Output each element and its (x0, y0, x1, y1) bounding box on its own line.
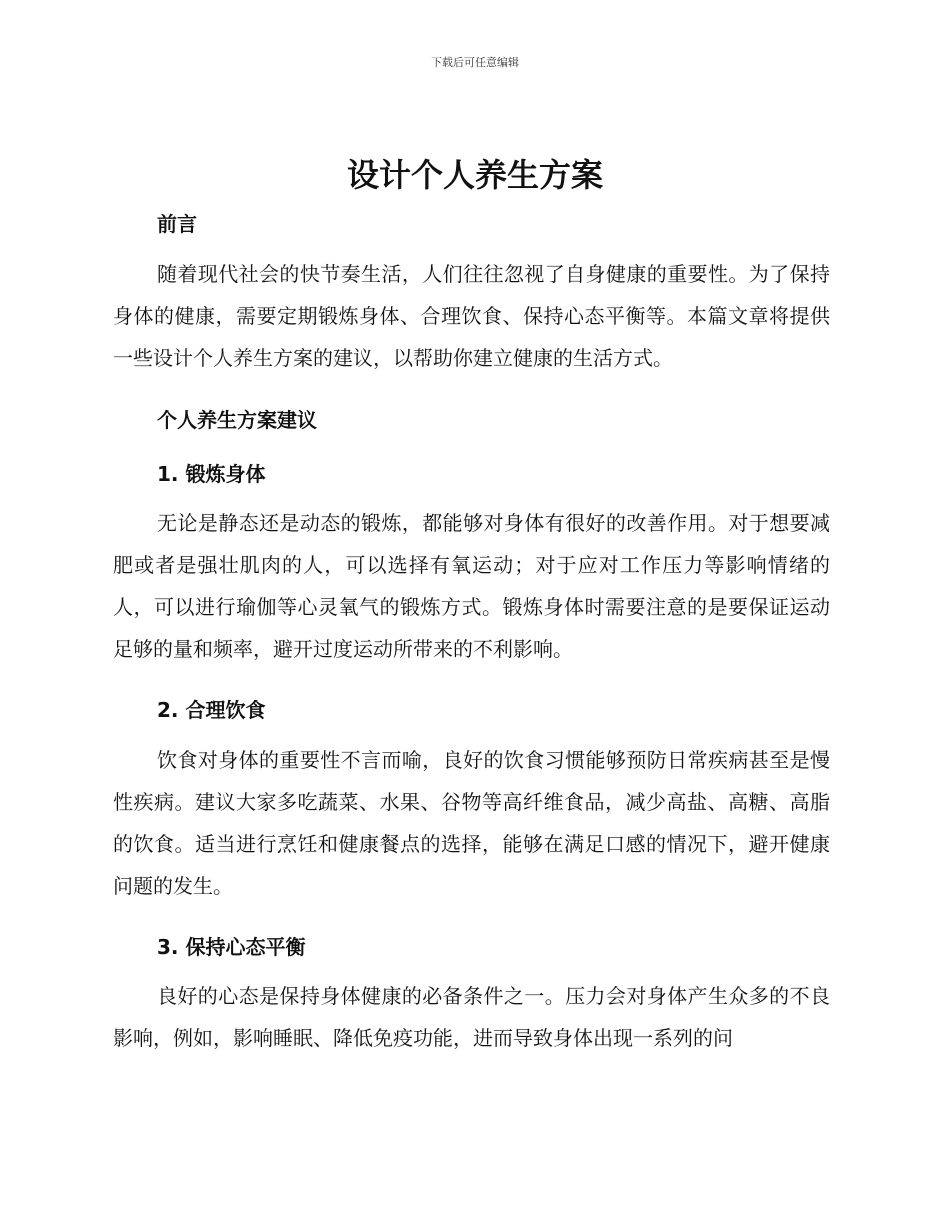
preface-heading: 前言 (157, 212, 197, 236)
page-header: 下载后可任意编辑 (431, 56, 519, 69)
diet-heading: 2. 合理饮食 (157, 698, 266, 722)
diet-paragraph: 饮食对身体的重要性不言而喻，良好的饮食习惯能够预防日常疾病甚至是慢性疾病。建议大家多吃蔬菜、水果、谷物等高纤维食品，减少高盐、高糖、高脂的饮食。适当进行烹饪和健康餐点的选择，能够在满足口感的情况下，避开健康问题的发生。 (113, 748, 830, 898)
mind-paragraph: 良好的心态是保持身体健康的必备条件之一。压力会对身体产生众多的不良影响，例如，影响睡眠、降低免疫功能，进而导致身体出现一系列的问 (113, 984, 830, 1050)
exercise-paragraph: 无论是静态还是动态的锻炼，都能够对身体有很好的改善作用。对于想要减肥或者是强壮肌肉的人，可以选择有氧运动；对于应对工作压力等影响情绪的人，可以进行瑜伽等心灵氧气的锻炼方式。锻炼身体时需要注意的是要保证运动足够的量和频率，避开过度运动所带来的不利影响。 (113, 511, 830, 661)
mind-heading: 3. 保持心态平衡 (157, 935, 306, 959)
exercise-heading: 1. 锻炼身体 (157, 462, 266, 486)
suggestions-heading: 个人养生方案建议 (157, 408, 317, 432)
preface-paragraph: 随着现代社会的快节奏生活，人们往往忽视了自身健康的重要性。为了保持身体的健康，需要定期锻炼身体、合理饮食、保持心态平衡等。本篇文章将提供一些设计个人养生方案的建议，以帮助你建立健康的生活方式。 (113, 262, 830, 370)
document-title: 设计个人养生方案 (346, 156, 603, 194)
